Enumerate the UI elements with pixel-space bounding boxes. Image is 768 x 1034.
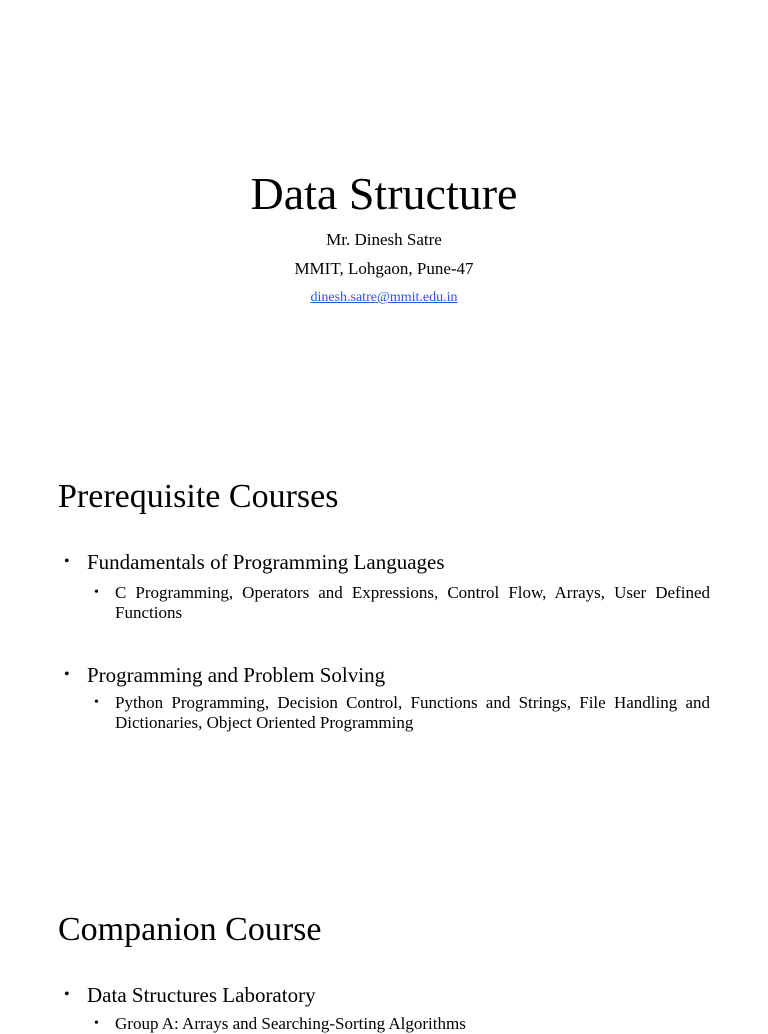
email-link[interactable]: dinesh.satre@mmit.edu.in — [310, 290, 458, 305]
sub-list-item-label: Python Programming, Decision Control, Functions and Strings, File Handling and Dictionaries, Object Oriented Programming — [115, 693, 710, 732]
sub-list-item-label: C Programming, Operators and Expressions, Control Flow, Arrays, User Defined Functions — [115, 583, 710, 622]
slide-heading: Prerequisite Courses — [58, 478, 339, 515]
bullet-icon: • — [94, 695, 99, 710]
author-name: Mr. Dinesh Satre — [326, 230, 442, 249]
sub-list-item — [94, 1014, 710, 1034]
bullet-icon: • — [64, 553, 70, 570]
bullet-icon: • — [64, 666, 70, 683]
bullet-icon: • — [64, 986, 70, 1003]
sub-list-item-label: Group A: Arrays and Searching-Sorting Algorithms — [115, 1014, 466, 1033]
author-affiliation: MMIT, Lohgaon, Pune-47 — [294, 259, 474, 278]
list-item-label: Fundamentals of Programming Languages — [87, 550, 445, 574]
bullet-icon: • — [94, 1016, 99, 1031]
bullet-icon: • — [94, 585, 99, 600]
deck-title: Data Structure — [250, 168, 518, 219]
sub-list-item — [94, 583, 710, 623]
list-item-label: Data Structures Laboratory — [87, 983, 316, 1007]
slide-heading: Companion Course — [58, 911, 322, 948]
author-email — [0, 289, 768, 307]
list-item-label: Programming and Problem Solving — [87, 663, 386, 687]
sub-list-item — [94, 693, 710, 733]
title-slide — [0, 0, 768, 400]
